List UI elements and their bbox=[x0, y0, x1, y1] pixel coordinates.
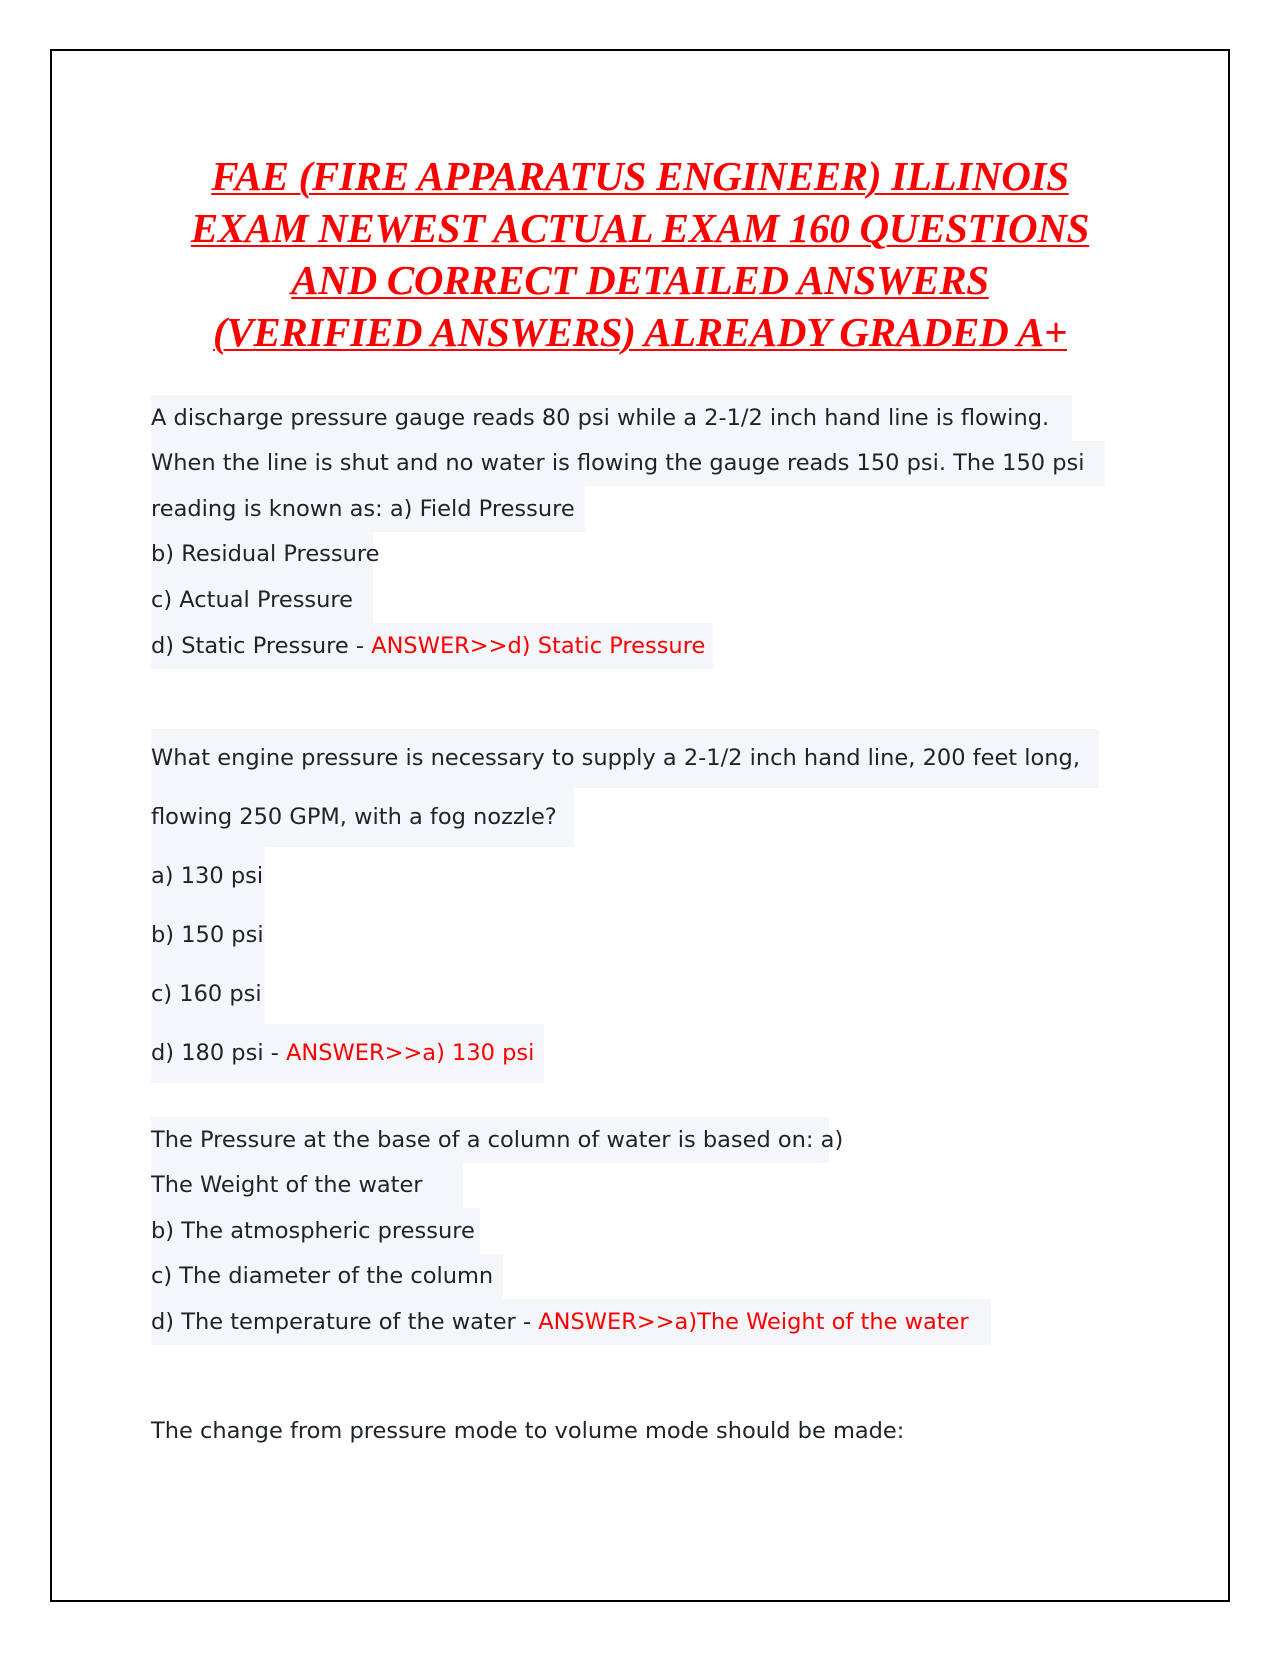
q3-option-d bbox=[151, 1299, 991, 1345]
document-title bbox=[140, 150, 1140, 358]
q2-option-d bbox=[151, 1024, 544, 1083]
q3-option-c: c) The diameter of the column bbox=[151, 1254, 503, 1299]
q2-line-1: What engine pressure is necessary to supply a 2-1/2 inch hand line, 200 feet long, bbox=[151, 729, 1099, 788]
q1-line-1: A discharge pressure gauge reads 80 psi while a 2-1/2 inch hand line is flowing. bbox=[151, 395, 1072, 441]
q2-option-b: b) 150 psi bbox=[151, 906, 265, 965]
q1-option-d bbox=[151, 623, 713, 669]
q3-answer: ANSWER>>a)The Weight of the water bbox=[538, 1309, 969, 1335]
title-line-1: FAE (FIRE APPARATUS ENGINEER) ILLINOIS bbox=[211, 153, 1069, 199]
q3-line-1: The Pressure at the base of a column of water is based on: a) bbox=[151, 1117, 829, 1163]
q1-option-c: c) Actual Pressure bbox=[151, 577, 373, 623]
title-line-2: EXAM NEWEST ACTUAL EXAM 160 QUESTIONS bbox=[190, 205, 1090, 251]
title-line-3: AND CORRECT DETAILED ANSWERS bbox=[291, 257, 989, 303]
q2-option-c: c) 160 psi bbox=[151, 965, 265, 1024]
q4-line-1: The change from pressure mode to volume mode should be made: bbox=[151, 1418, 905, 1444]
q1-option-d-text: d) Static Pressure - bbox=[151, 633, 372, 659]
q1-line-3: reading is known as: a) Field Pressure bbox=[151, 486, 585, 532]
q2-option-a: a) 130 psi bbox=[151, 847, 265, 906]
q2-line-2: flowing 250 GPM, with a fog nozzle? bbox=[151, 788, 574, 847]
q3-option-d-text: d) The temperature of the water - bbox=[151, 1309, 539, 1335]
q1-answer: ANSWER>>d) Static Pressure bbox=[371, 633, 706, 659]
q3-option-b: b) The atmospheric pressure bbox=[151, 1208, 480, 1254]
title-line-4: (VERIFIED ANSWERS) ALREADY GRADED A+ bbox=[212, 309, 1068, 355]
q2-option-d-text: d) 180 psi - bbox=[151, 1040, 286, 1066]
q2-answer: ANSWER>>a) 130 psi bbox=[286, 1040, 535, 1066]
q1-line-2: When the line is shut and no water is flowing the gauge reads 150 psi. The 150 psi bbox=[151, 441, 1105, 486]
q3-line-2: The Weight of the water bbox=[151, 1163, 463, 1208]
q1-option-b: b) Residual Pressure bbox=[151, 532, 373, 577]
